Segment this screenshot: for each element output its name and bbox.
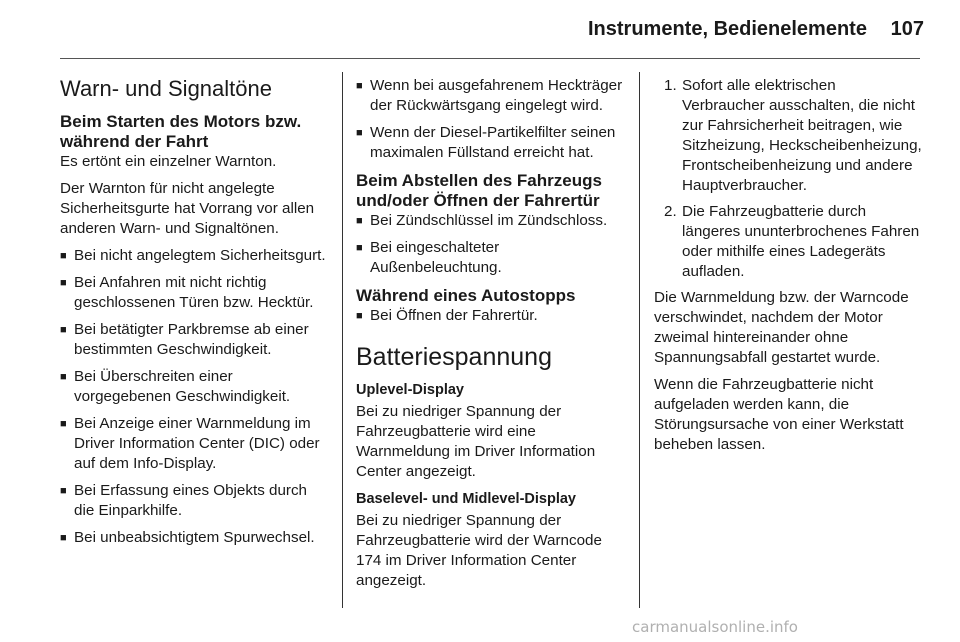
header-rule xyxy=(60,58,920,59)
header-title: Instrumente, Bedienelemente xyxy=(588,18,867,40)
uplevel-label: Uplevel-Display xyxy=(356,382,464,398)
baselevel-text: Bei zu niedriger Spannung der Fahrzeugbatterie wird der Warncode 174 im Driver Information Center angezeigt. xyxy=(356,512,602,589)
column-1 xyxy=(60,76,328,555)
subheading-autostop: Während eines Autostopps xyxy=(356,286,576,305)
list-item: ■ Wenn bei ausgefahrenem Heckträger der Rückwärtsgang eingelegt wird. xyxy=(356,76,624,116)
intro-text: Es ertönt ein einzelner Warnton. xyxy=(60,153,277,170)
numbered-list xyxy=(654,76,922,282)
body-text: Die Warnmeldung bzw. der Warncode verschwindet, nachdem der Motor zweimal hintereinander ohne Spannungsabfall gestartet wurde. xyxy=(654,289,909,366)
bullet-list xyxy=(356,76,624,163)
list-item: ■ Bei Anfahren mit nicht richtig geschlossenen Türen bzw. Hecktür. xyxy=(60,273,328,313)
list-item: ■ Bei Zündschlüssel im Zündschloss. xyxy=(356,211,624,231)
subheading-start: Beim Starten des Motors bzw. während der Fahrt xyxy=(60,112,302,151)
uplevel-text: Bei zu niedriger Spannung der Fahrzeugbatterie wird eine Warnmeldung im Driver Information Center angezeigt. xyxy=(356,403,596,480)
section-heading-battery: Batteriespannung xyxy=(356,343,552,371)
column-divider xyxy=(639,72,640,608)
list-item: ■ Bei Anzeige einer Warnmeldung im Driver Information Center (DIC) oder auf dem Info-Display. xyxy=(60,414,328,474)
baselevel-label: Baselevel- und Midlevel-Display xyxy=(356,491,576,507)
column-divider xyxy=(342,72,343,608)
list-item: ■ Bei Öffnen der Fahrertür. xyxy=(356,306,624,326)
list-item: ■ Wenn der Diesel-Partikelfilter seinen maximalen Füllstand erreicht hat. xyxy=(356,123,624,163)
step-number: 2. xyxy=(664,203,677,220)
list-item xyxy=(654,76,922,196)
subheading-stop: Beim Abstellen des Fahrzeugs und/oder Öffnen der Fahrertür xyxy=(356,171,602,210)
watermark: carmanualsonline.info xyxy=(632,618,798,636)
step-text: Sofort alle elektrischen Verbraucher ausschalten, die nicht zur Fahrsicherheit beitragen, wie Sitzheizung, Heckscheibenheizung, Frontscheibenheizung und andere Hauptverbraucher. xyxy=(682,77,922,194)
list-item: ■ Bei betätigter Parkbremse ab einer bestimmten Geschwindigkeit. xyxy=(60,320,328,360)
list-item: ■ Bei unbeabsichtigtem Spurwechsel. xyxy=(60,528,328,548)
column-3 xyxy=(654,76,922,462)
page-number: 107 xyxy=(890,18,924,40)
list-item: ■ Bei nicht angelegtem Sicherheitsgurt. xyxy=(60,246,328,266)
list-item: ■ Bei eingeschalteter Außenbeleuchtung. xyxy=(356,238,624,278)
body-text: Wenn die Fahrzeugbatterie nicht aufgeladen werden kann, die Störungsursache von einer Werkstatt beheben lassen. xyxy=(654,376,904,453)
step-text: Die Fahrzeugbatterie durch längeres ununterbrochenes Fahren oder mithilfe eines Ladegeräts aufladen. xyxy=(682,203,920,280)
step-number: 1. xyxy=(664,77,677,94)
bullet-list xyxy=(356,211,624,278)
body-text: Der Warnton für nicht angelegte Sicherheitsgurte hat Vorrang vor allen anderen Warn- und Signaltönen. xyxy=(60,180,315,237)
list-item: ■ Bei Überschreiten einer vorgegebenen Geschwindigkeit. xyxy=(60,367,328,407)
bullet-list xyxy=(60,246,328,548)
section-heading-warn: Warn- und Signaltöne xyxy=(60,76,272,101)
bullet-list xyxy=(356,306,624,326)
column-2 xyxy=(356,76,624,598)
list-item: ■ Bei Erfassung eines Objekts durch die Einparkhilfe. xyxy=(60,481,328,521)
list-item xyxy=(654,202,922,282)
